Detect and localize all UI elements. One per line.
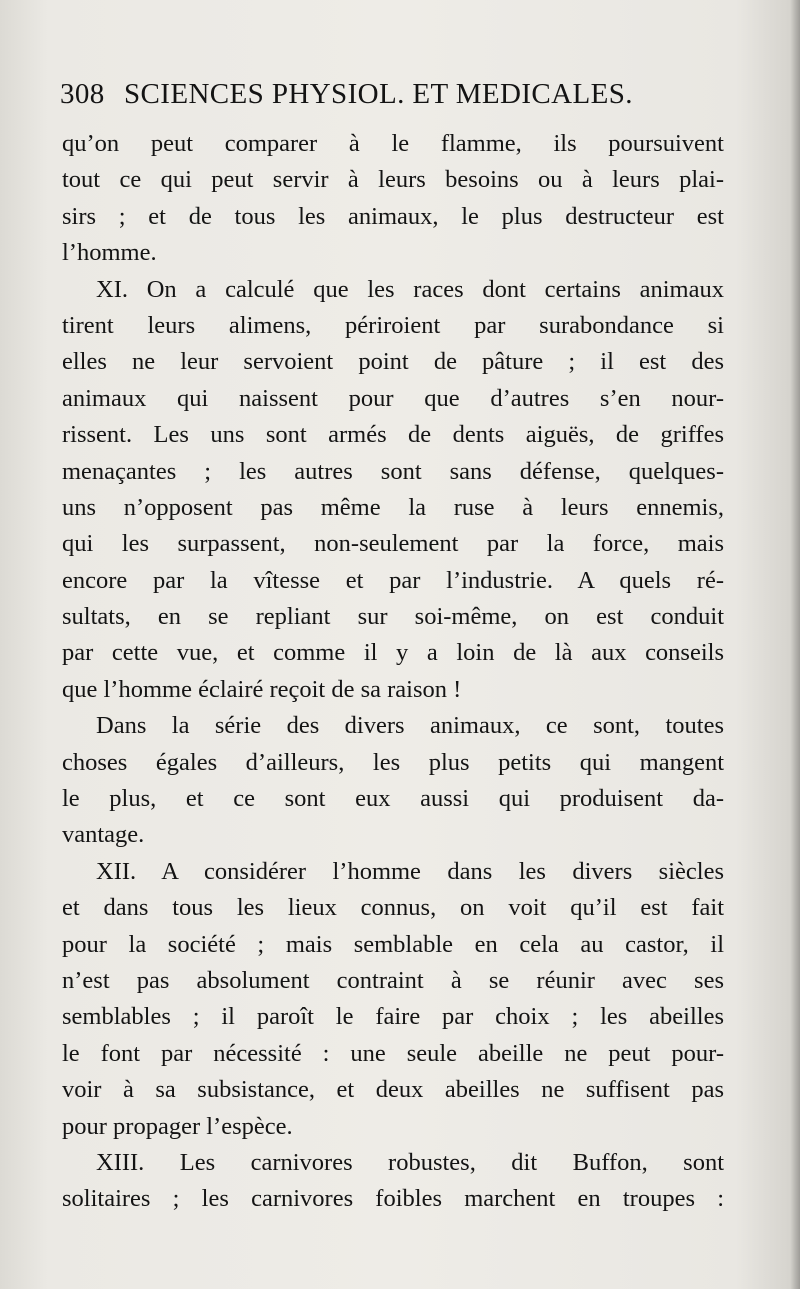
page-edge-shadow [790, 0, 800, 1289]
text-line: sultats, en se repliant sur soi-même, on est conduit [62, 603, 724, 631]
text-line: que l’homme éclairé reçoit de sa raison ! [62, 675, 462, 703]
text-line: l’homme. [62, 239, 157, 267]
text-line: pour propager l’espèce. [62, 1112, 293, 1140]
text-line: encore par la vîtesse et par l’industrie. A quels ré- [62, 566, 724, 594]
text-line: solitaires ; les carnivores foibles marchent en troupes : [62, 1185, 724, 1213]
text-line: voir à sa subsistance, et deux abeilles ne suffisent pas [62, 1076, 724, 1104]
text-line: vantage. [62, 821, 145, 849]
text-line: n’est pas absolument contraint à se réunir avec ses [62, 966, 724, 994]
page-header [60, 78, 680, 114]
text-line: menaçantes ; les autres sont sans défense, quelques- [62, 457, 724, 485]
paragraph-xiii-start: XIII. Les carnivores robustes, dit Buffon, sont [96, 1148, 724, 1176]
text-line: qu’on peut comparer à le flamme, ils poursuivent [62, 130, 724, 157]
body-text [62, 126, 724, 1218]
text-line: le plus, et ce sont eux aussi qui produisent da- [62, 785, 724, 813]
running-title: SCIENCES PHYSIOL. ET MEDICALES. [124, 78, 633, 110]
text-line: rissent. Les uns sont armés de dents aiguës, de griffes [62, 421, 724, 449]
paragraph-dans-start: Dans la série des divers animaux, ce sont, toutes [96, 712, 724, 740]
text-line: semblables ; il paroît le faire par choix ; les abeilles [62, 1003, 724, 1031]
text-line: le font par nécessité : une seule abeille ne peut pour- [62, 1039, 724, 1067]
text-line: qui les surpassent, non-seulement par la force, mais [62, 530, 724, 558]
text-line: et dans tous les lieux connus, on voit qu’il est fait [62, 894, 724, 922]
text-line: uns n’opposent pas même la ruse à leurs ennemis, [62, 493, 724, 521]
text-line: par cette vue, et comme il y a loin de là aux conseils [62, 639, 724, 667]
text-line: sirs ; et de tous les animaux, le plus destructeur est [62, 202, 724, 230]
text-line: pour la société ; mais semblable en cela au castor, il [62, 930, 724, 958]
paragraph-xi-start: XI. On a calculé que les races dont certains animaux [96, 275, 724, 303]
page-number: 308 [60, 78, 105, 110]
text-line: elles ne leur servoient point de pâture ; il est des [62, 348, 724, 376]
paragraph-xii-start: XII. A considérer l’homme dans les divers siècles [96, 857, 724, 885]
text-line: choses égales d’ailleurs, les plus petits qui mangent [62, 748, 724, 776]
text-line: tout ce qui peut servir à leurs besoins ou à leurs plai- [62, 166, 724, 194]
text-line: tirent leurs alimens, périroient par surabondance si [62, 311, 724, 339]
text-line: animaux qui naissent pour que d’autres s’en nour- [62, 384, 724, 412]
